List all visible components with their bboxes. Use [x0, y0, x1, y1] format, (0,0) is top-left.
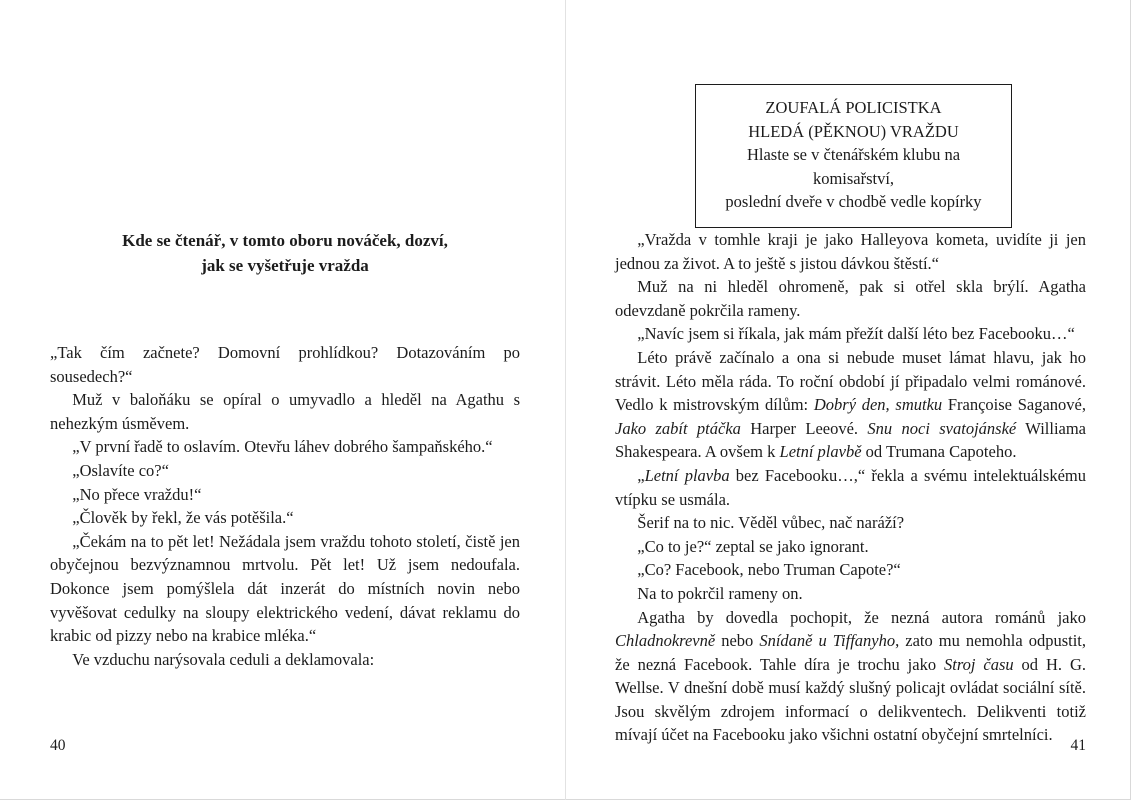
paragraph: „Tak čím začnete? Domovní prohlídkou? Dotazováním po sousedech?“ [50, 343, 520, 386]
classified-ad-box [695, 84, 1012, 228]
book-title-italic: Jako zabít ptáčka [615, 418, 741, 438]
right-page-body-text [615, 228, 1086, 747]
paragraph: „Letní plavba bez Facebooku…,“ řekla a svému intelektuálskému vtípku se usmála. [615, 465, 1087, 509]
chapter-heading-line1: Kde se čtenář, v tomto oboru nováček, dozví, [122, 231, 448, 250]
paragraph: „V první řadě to oslavím. Otevřu láhev dobrého šampaňského.“ [72, 437, 493, 457]
paragraph: Muž v baloňáku se opíral o umyvadlo a hleděl na Agathu s nehezkým úsměvem. [50, 390, 520, 433]
paragraph: Ve vzduchu narýsovala ceduli a deklamovala: [72, 649, 375, 669]
paragraph: Na to pokrčil rameny on. [637, 583, 803, 603]
paragraph: Šerif na to nic. Věděl vůbec, nač naráží? [637, 513, 905, 533]
paragraph: „Čekám na to pět let! Nežádala jsem vraždu tohoto století, čistě jen obyčejnou bezvýznamnou mrtvolu. Pět let! Už jsem nedoufala. Dokonce jsem pomýšlela dát inzerát do místních novin nebo vyvěšovat cedulky na sloupy elektrického vedení, dávat reklamu do krabic od pizzy nebo na krabice mléka.“ [50, 531, 520, 646]
ad-box-line1: ZOUFALÁ POLICISTKA [765, 98, 942, 117]
ad-box-line3: Hlaste se v čtenářském klubu na komisařství, [746, 145, 961, 188]
paragraph: „Člověk by řekl, že vás potěšila.“ [72, 508, 294, 528]
paragraph: Agatha by dovedla pochopit, že nezná autora románů jako Chladnokrevně nebo Snídaně u Tiffanyho, zato mu nemohla odpustit, že nezná Facebook. Tahle díra je trochu jako Stroj času od H. G. Wellse. V dnešní době musí každý slušný policajt ovládat sociální sítě. Jsou skvělým zdrojem informací o delikventech. Delikventi totiž mívají účet na Facebooku jako všichni ostatní obyčejní smrtelníci. [615, 607, 1087, 745]
paragraph: „No přece vraždu!“ [72, 484, 202, 504]
book-title-italic: Dobrý den, smutku [813, 395, 943, 415]
page-number-left: 40 [50, 737, 66, 754]
paragraph: „Navíc jsem si říkala, jak mám přežít další léto bez Facebooku…“ [637, 324, 1075, 344]
page-number-right: 41 [1070, 737, 1086, 754]
paragraph: „Vražda v tomhle kraji je jako Halleyova kometa, uvidíte ji jen jednou za život. A to ještě s jistou dávkou štěstí.“ [615, 230, 1086, 273]
paragraph: „Co? Facebook, nebo Truman Capote?“ [637, 560, 901, 580]
ad-box-line2: HLEDÁ (PĚKNOU) VRAŽDU [748, 121, 959, 141]
page-right [566, 0, 1131, 800]
paragraph: „Oslavíte co?“ [72, 460, 169, 480]
page-left [0, 0, 565, 800]
book-title-italic: Snídaně u Tiffanyho [759, 631, 896, 651]
book-title-italic: Stroj času [943, 654, 1014, 674]
book-title-italic: Snu noci svatojánské [867, 418, 1017, 438]
left-page-body-text [50, 341, 520, 671]
paragraph: Léto právě začínalo a ona si nebude muset lámat hlavu, jak ho strávit. Léto měla ráda. To roční období jí připadalo velmi románové. Vedlo k mistrovským dílům: Dobrý den, smutku Françoise Saganové, Jako zabít ptáčka Harper Leeové. Snu noci svatojánské Williama Shakespeara. A ovšem k Letní plavbě od Trumana Capoteho. [615, 347, 1087, 462]
paragraph: Muž na ni hleděl ohromeně, pak si otřel skla brýlí. Agatha odevzdaně pokrčila rameny. [615, 277, 1086, 320]
ad-box-line4: poslední dveře v chodbě vedle kopírky [725, 192, 982, 211]
book-title-italic: Chladnokrevně [615, 631, 716, 651]
paragraph: „Co to je?“ zeptal se jako ignorant. [637, 536, 869, 556]
book-title-italic: Letní plavba [644, 465, 730, 485]
chapter-heading-line2: jak se vyšetřuje vražda [201, 256, 369, 275]
chapter-heading [50, 228, 520, 278]
book-title-italic: Letní plavbě [779, 442, 862, 462]
